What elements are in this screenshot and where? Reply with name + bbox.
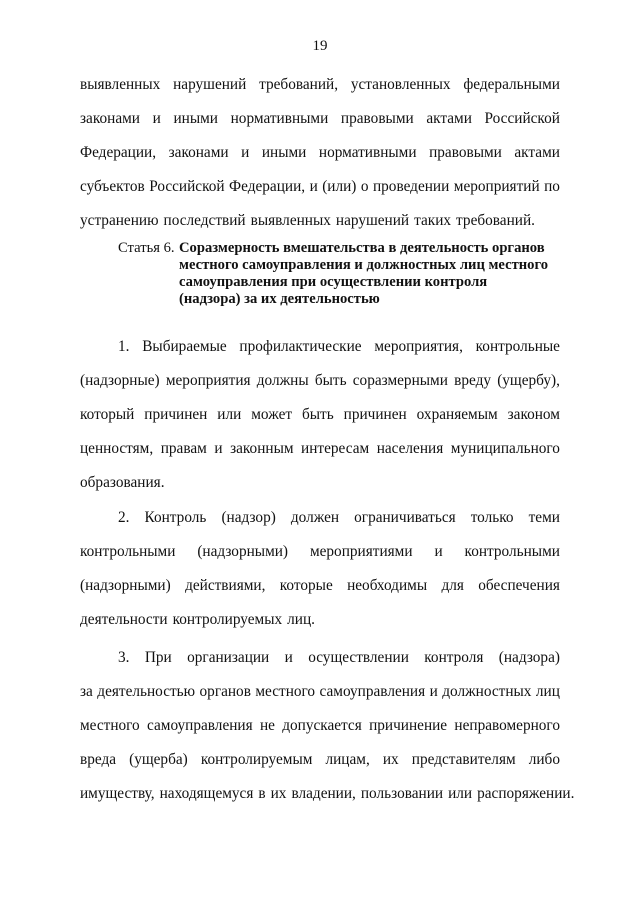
word: деятельности <box>80 611 168 628</box>
word: контрольными <box>80 543 176 560</box>
word: 1. <box>118 338 130 355</box>
word: быть <box>314 372 347 389</box>
word: таких <box>414 212 452 229</box>
word: необходимы <box>347 577 428 594</box>
word: муниципального <box>450 440 560 457</box>
word: законами <box>168 144 229 161</box>
word: мероприятий <box>453 178 540 195</box>
word: правовыми <box>429 144 502 161</box>
word: и <box>241 144 250 161</box>
text-line <box>80 211 560 231</box>
word: федеральными <box>463 76 560 93</box>
word: нарушений <box>335 212 410 229</box>
word: субъектов <box>80 178 145 195</box>
word: законами <box>80 110 140 127</box>
word: допускается <box>282 717 362 734</box>
word: актами <box>514 144 560 161</box>
word: нормативными <box>230 110 329 127</box>
article-title-line: местного самоуправления и должностных лиц местного <box>179 257 549 273</box>
text-line <box>80 371 560 391</box>
word: и <box>152 110 161 127</box>
word: вреду <box>454 372 491 389</box>
word: причинен <box>144 406 208 423</box>
text-line <box>80 473 560 493</box>
word: выявленных <box>250 212 331 229</box>
word: мероприятия <box>165 372 251 389</box>
word: Федерации, <box>80 144 157 161</box>
text-line <box>80 716 560 736</box>
word: проведении <box>372 178 450 195</box>
word: самоуправления <box>147 717 253 734</box>
word: теми <box>528 509 560 526</box>
word: (ущерба) <box>129 751 188 768</box>
word: лицам, <box>325 751 370 768</box>
word: правам <box>160 440 207 457</box>
article-title-line: самоуправления при осуществлении контроля <box>179 274 488 290</box>
word: Контроль <box>144 509 207 526</box>
text-line <box>80 576 560 596</box>
word: распоряжении. <box>477 785 575 802</box>
word: самоуправления <box>319 683 426 700</box>
word: иными <box>173 110 218 127</box>
word: имуществу, <box>80 785 155 802</box>
word: нормативными <box>318 144 417 161</box>
article-label: Статья 6. <box>118 240 175 256</box>
article-title <box>179 240 548 308</box>
word: интересам <box>301 440 370 457</box>
text-line <box>118 508 560 528</box>
word: правовыми <box>340 110 414 127</box>
word: последствий <box>163 212 246 229</box>
word: по <box>544 178 560 195</box>
word: нарушений <box>173 76 247 93</box>
word: (надзорными) <box>80 577 171 594</box>
word: должны <box>256 372 309 389</box>
word: не <box>259 717 275 734</box>
word: их <box>382 751 399 768</box>
word: актами <box>426 110 472 127</box>
word: законом <box>507 406 560 423</box>
word: действиями, <box>185 577 266 594</box>
word: Российской <box>484 110 560 127</box>
word: либо <box>528 751 560 768</box>
word: представителям <box>411 751 516 768</box>
word: требований. <box>456 212 535 229</box>
article-title-line: Соразмерность вмешательства в деятельность органов <box>179 240 545 256</box>
word: и <box>309 178 318 195</box>
word: (надзорные) <box>80 372 160 389</box>
word: причинен <box>343 406 407 423</box>
word: (надзорными) <box>197 543 289 560</box>
word: лиц <box>535 683 560 700</box>
word: охраняемым <box>416 406 498 423</box>
word: контролируемых <box>172 611 283 628</box>
word: ограничиваться <box>354 509 456 526</box>
word: который <box>80 406 135 423</box>
word: требований, <box>259 76 339 93</box>
word: или <box>448 785 473 802</box>
word: пользовании <box>360 785 444 802</box>
word: может <box>251 406 293 423</box>
word: деятельностью <box>97 683 196 700</box>
word: ценностям, <box>80 440 154 457</box>
word: за <box>80 683 93 700</box>
word: (надзора) <box>498 649 560 666</box>
word: должен <box>290 509 340 526</box>
word: осуществлении <box>308 649 409 666</box>
text-line <box>80 682 560 702</box>
word: устранению <box>80 212 159 229</box>
word: или <box>217 406 242 423</box>
word: которые <box>279 577 333 594</box>
page-number: 19 <box>312 38 328 54</box>
word: владении, <box>291 785 356 802</box>
word: находящемуся <box>159 785 254 802</box>
word: При <box>144 649 172 666</box>
word: законным <box>230 440 294 457</box>
text-line <box>80 405 560 425</box>
word: Федерации, <box>229 178 306 195</box>
text-line <box>80 439 560 459</box>
text-line <box>80 610 560 630</box>
text-line <box>80 177 560 197</box>
word: (ущербу), <box>497 372 560 389</box>
word: лиц. <box>287 611 315 628</box>
word: неправомерного <box>454 717 560 734</box>
word: вреда <box>80 751 117 768</box>
word: и <box>429 683 438 700</box>
word: населения <box>376 440 444 457</box>
word: контроля <box>424 649 484 666</box>
word: обеспечения <box>478 577 560 594</box>
word: местного <box>80 717 140 734</box>
word: Выбираемые <box>142 338 227 355</box>
word: быть <box>301 406 334 423</box>
word: и <box>214 440 223 457</box>
word: контрольными <box>464 543 560 560</box>
word: и <box>434 543 443 560</box>
text-line <box>80 75 560 95</box>
text-line <box>80 143 560 163</box>
word: образования. <box>80 474 165 491</box>
word: их <box>270 785 287 802</box>
word: 2. <box>118 509 130 526</box>
word: контролируемым <box>200 751 313 768</box>
article-title-line: (надзора) за их деятельностью <box>179 291 380 307</box>
word: установленных <box>350 76 451 93</box>
word: Российской <box>149 178 225 195</box>
text-line <box>80 784 575 804</box>
word: организации <box>187 649 270 666</box>
word: должностных <box>442 683 532 700</box>
word: контрольные <box>475 338 560 355</box>
word: о <box>360 178 369 195</box>
word: только <box>470 509 514 526</box>
text-line <box>80 750 560 770</box>
word: 3. <box>118 649 130 666</box>
word: местного <box>255 683 316 700</box>
word: в <box>258 785 266 802</box>
word: профилактические <box>239 338 362 355</box>
word: мероприятия, <box>374 338 463 355</box>
word: для <box>441 577 464 594</box>
text-line <box>80 109 560 129</box>
text-line <box>80 542 560 562</box>
word: соразмерными <box>352 372 448 389</box>
text-line <box>118 648 560 668</box>
word: причинение <box>369 717 448 734</box>
word: выявленных <box>80 76 161 93</box>
text-line <box>118 337 560 357</box>
word: (надзор) <box>221 509 276 526</box>
word: (или) <box>322 178 357 195</box>
word: и <box>284 649 293 666</box>
word: мероприятиями <box>309 543 413 560</box>
word: органов <box>199 683 251 700</box>
word: иными <box>261 144 307 161</box>
